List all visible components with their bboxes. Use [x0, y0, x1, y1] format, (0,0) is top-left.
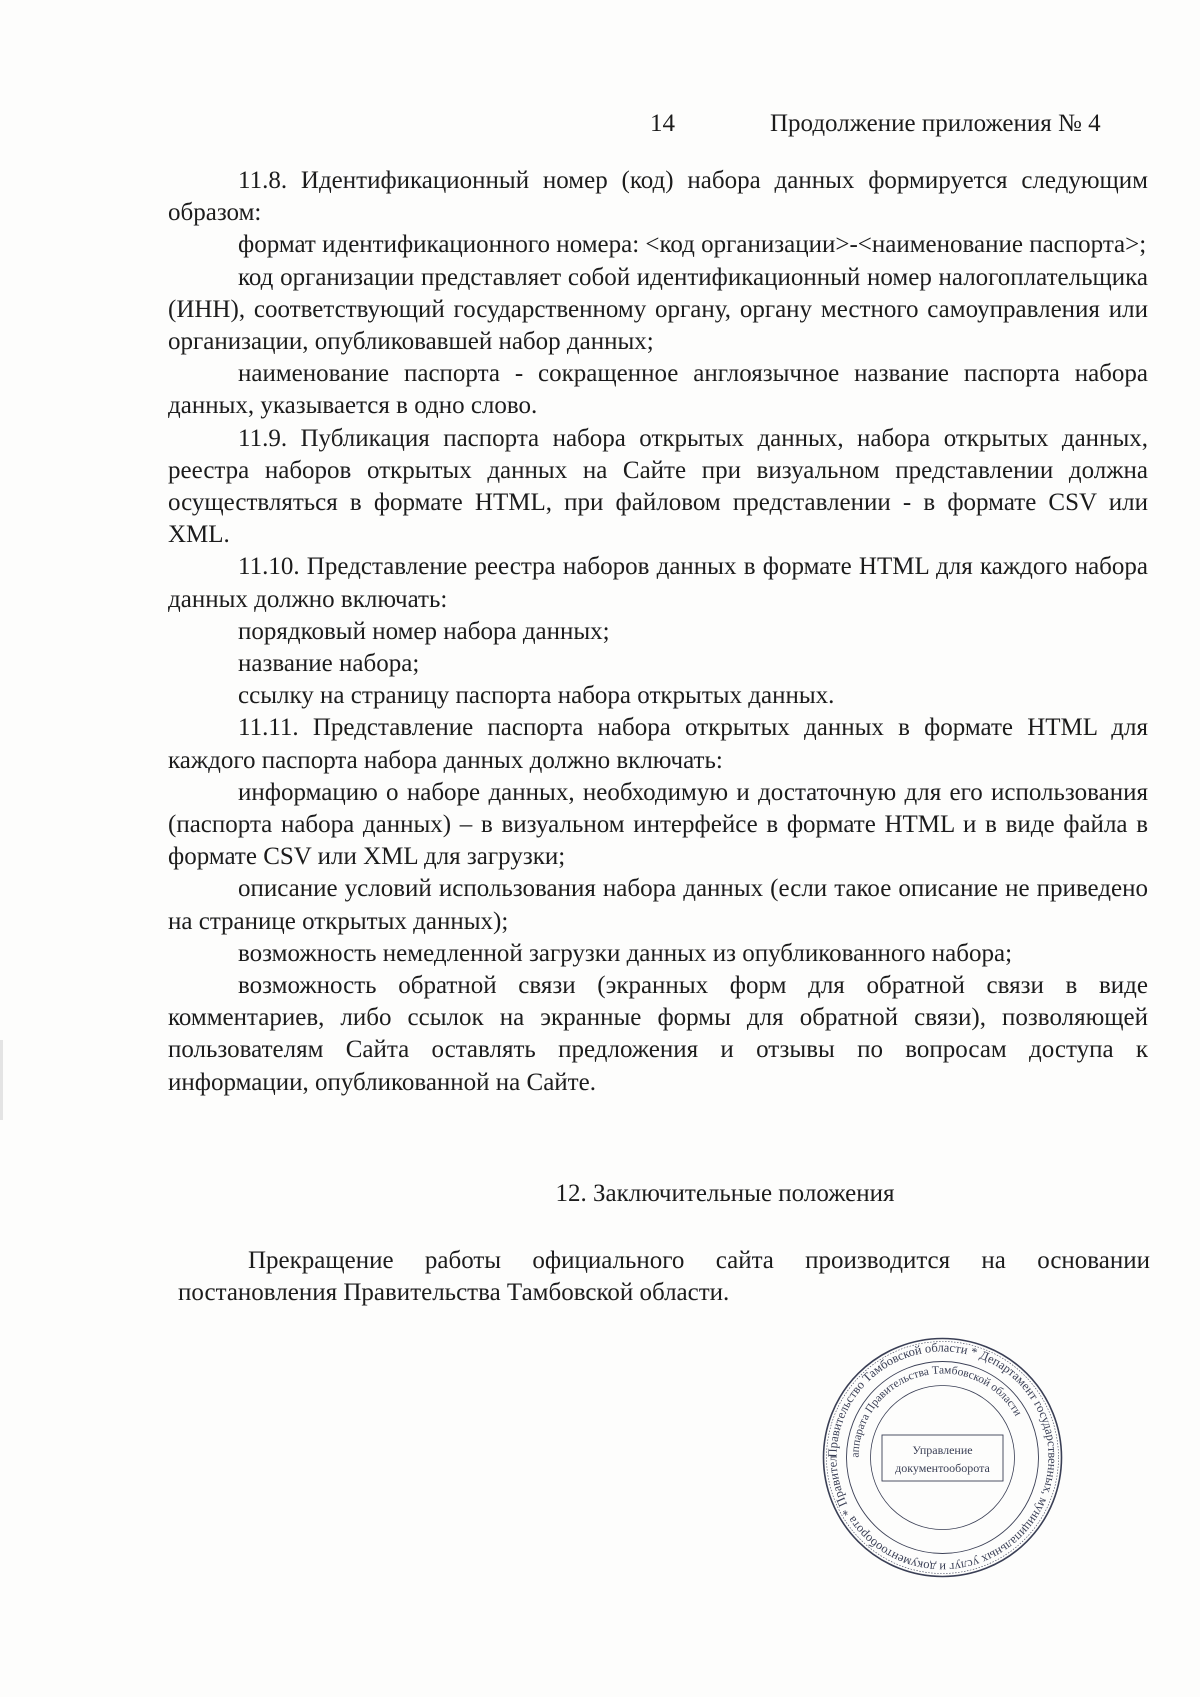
list-item-usage-terms: описание условий использования набора данных (если такое описание не приведено на странице открытых данных);	[168, 875, 1148, 935]
section-12-title: 12. Заключительные положения	[555, 1180, 895, 1207]
seal-inner-ring-text: аппарата Правительства Тамбовской области	[849, 1364, 1024, 1458]
seal-center-line-1: Управление	[912, 1443, 973, 1457]
closing-provisions	[178, 1245, 1150, 1309]
page-header	[0, 110, 1200, 150]
paragraph-11-9: 11.9. Публикация паспорта набора открытых данных, набора открытых данных, реестра наборов открытых данных на Сайте при визуальном представлении должна осуществляться в формате HTML, при файловом представлении - в формате CSV или XML.	[168, 424, 1148, 549]
list-item-immediate-download: возможность немедленной загрузки данных из опубликованного набора;	[238, 939, 1013, 967]
seal-outer-ring-text: Правительство Тамбовской области * Департамент государственных, муниципальных услуг и документооборота * Правител	[825, 1340, 1060, 1575]
paragraph-org-code: код организации представляет собой идентификационный номер налогоплательщика (ИНН), соответствующий государственному органу, органу местного самоуправления или организации, опубликовавшей набор данных;	[168, 263, 1148, 356]
list-item-serial-number: порядковый номер набора данных;	[238, 617, 610, 645]
seal-center-line-2: документооборота	[895, 1461, 990, 1475]
paragraph-11-11: 11.11. Представление паспорта набора открытых данных в формате HTML для каждого паспорта набора данных должно включать:	[168, 714, 1148, 774]
page-number: 14	[650, 110, 675, 137]
paragraph-id-format: формат идентификационного номера: <код организации>-<наименование паспорта>;	[238, 231, 1147, 259]
closing-paragraph: Прекращение работы официального сайта производится на основании постановления Правительства Тамбовской области.	[178, 1247, 1150, 1306]
paragraph-11-8: 11.8. Идентификационный номер (код) набора данных формируется следующим образом:	[168, 167, 1148, 227]
scan-edge-mark	[0, 1040, 3, 1120]
list-item-dataset-info: информацию о наборе данных, необходимую и достаточную для его использования (паспорта набора данных) – в визуальном интерфейсе в формате HTML и в виде файла в формате CSV или XML для загрузки;	[168, 778, 1148, 871]
list-item-set-name: название набора;	[238, 650, 420, 678]
seal-graphic	[820, 1335, 1065, 1580]
official-seal-stamp	[820, 1335, 1065, 1580]
appendix-continuation-label: Продолжение приложения № 4	[770, 110, 1101, 137]
list-item-feedback: возможность обратной связи (экранных форм для обратной связи в виде комментариев, либо ссылок на экранные формы для обратной связи), позволяющей пользователям Сайта оставлять предложения и отзывы по вопросам доступа к информации, опубликованной на Сайте.	[168, 972, 1148, 1096]
list-item-passport-link: ссылку на страницу паспорта набора открытых данных.	[238, 682, 835, 710]
document-body	[168, 165, 1148, 1099]
paragraph-passport-name: наименование паспорта - сокращенное англоязычное название паспорта набора данных, указывается в одно слово.	[168, 360, 1148, 420]
paragraph-11-10: 11.10. Представление реестра наборов данных в формате HTML для каждого набора данных должно включать:	[168, 553, 1148, 613]
